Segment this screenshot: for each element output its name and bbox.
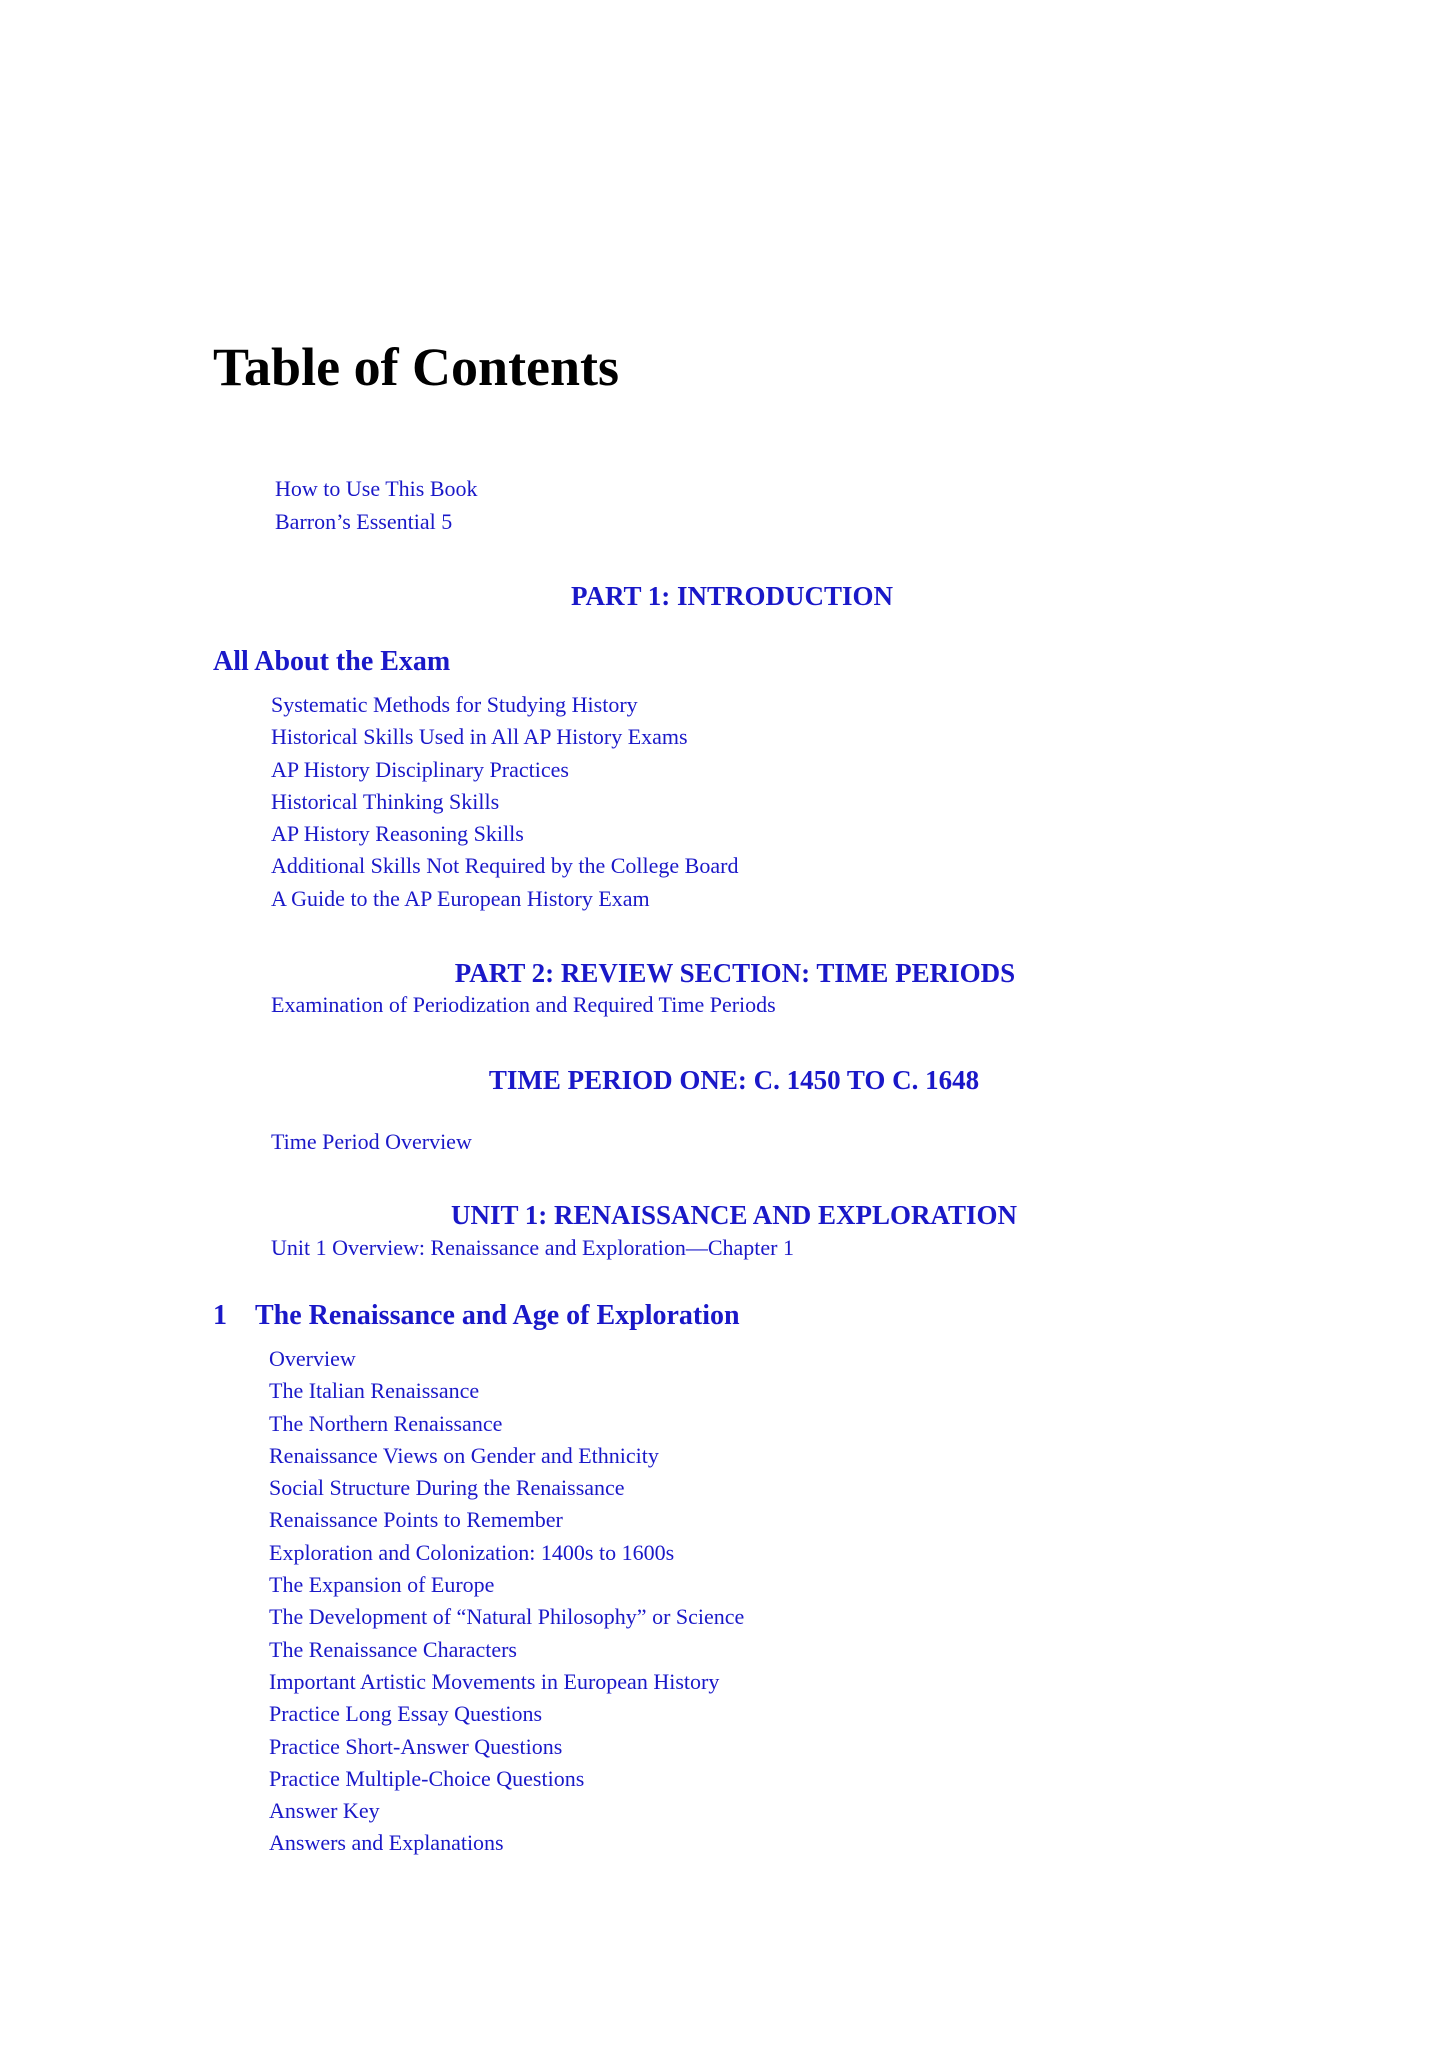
toc-item[interactable]: Exploration and Colonization: 1400s to 1600s — [269, 1539, 675, 1565]
toc-item[interactable]: Practice Multiple-Choice Questions — [269, 1765, 585, 1791]
toc-link-periodization[interactable]: Examination of Periodization and Required Time Periods — [271, 992, 776, 1017]
toc-item[interactable]: Additional Skills Not Required by the College Board — [271, 853, 739, 879]
toc-link-how-to-use[interactable]: How to Use This Book — [275, 476, 478, 501]
toc-link-time-period-overview[interactable]: Time Period Overview — [271, 1129, 472, 1154]
toc-item[interactable]: Renaissance Views on Gender and Ethnicity — [269, 1442, 659, 1468]
toc-item[interactable]: Answers and Explanations — [269, 1830, 504, 1856]
chapter-title-1[interactable] — [213, 1302, 740, 1330]
toc-item[interactable]: The Development of “Natural Philosophy” or Science — [269, 1604, 745, 1630]
part-heading-1[interactable]: PART 1: INTRODUCTION — [570, 581, 894, 611]
toc-item[interactable]: Systematic Methods for Studying History — [271, 692, 638, 717]
toc-item[interactable]: Social Structure During the Renaissance — [269, 1475, 625, 1501]
toc-item[interactable]: Practice Long Essay Questions — [269, 1701, 543, 1727]
toc-item[interactable]: The Renaissance Characters — [269, 1636, 517, 1662]
toc-item[interactable]: The Italian Renaissance — [269, 1378, 480, 1404]
toc-item[interactable]: AP History Reasoning Skills — [271, 821, 524, 847]
toc-item[interactable]: A Guide to the AP European History Exam — [271, 885, 650, 911]
toc-item[interactable]: Overview — [269, 1346, 356, 1371]
toc-item[interactable]: Practice Short-Answer Questions — [269, 1733, 563, 1759]
toc-item[interactable]: AP History Disciplinary Practices — [271, 756, 569, 782]
toc-item[interactable]: Answer Key — [269, 1798, 380, 1824]
part1-item-list — [271, 694, 738, 920]
toc-item[interactable]: Historical Skills Used in All AP History Exams — [271, 724, 688, 750]
toc-item[interactable]: Historical Thinking Skills — [271, 788, 500, 814]
toc-link-essential-5[interactable]: Barron’s Essential 5 — [275, 509, 453, 534]
chapter-title-all-about-exam[interactable]: All About the Exam — [213, 646, 451, 677]
unit-heading-1[interactable]: UNIT 1: RENAISSANCE AND EXPLORATION — [450, 1200, 1018, 1230]
toc-item[interactable]: The Expansion of Europe — [269, 1572, 495, 1598]
chapter1-item-list — [269, 1348, 744, 1865]
toc-item[interactable]: The Northern Renaissance — [269, 1410, 503, 1436]
page-title: Table of Contents — [213, 337, 620, 397]
chapter-title-text: The Renaissance and Age of Exploration — [255, 1300, 740, 1331]
part-heading-2[interactable]: PART 2: REVIEW SECTION: TIME PERIODS — [454, 958, 1016, 988]
time-period-heading[interactable]: TIME PERIOD ONE: C. 1450 TO C. 1648 — [488, 1065, 980, 1095]
toc-item[interactable]: Important Artistic Movements in European History — [269, 1668, 720, 1694]
toc-link-unit1-overview[interactable]: Unit 1 Overview: Renaissance and Exploration—Chapter 1 — [271, 1235, 794, 1260]
chapter-number: 1 — [213, 1300, 227, 1331]
toc-item[interactable]: Renaissance Points to Remember — [269, 1507, 563, 1533]
